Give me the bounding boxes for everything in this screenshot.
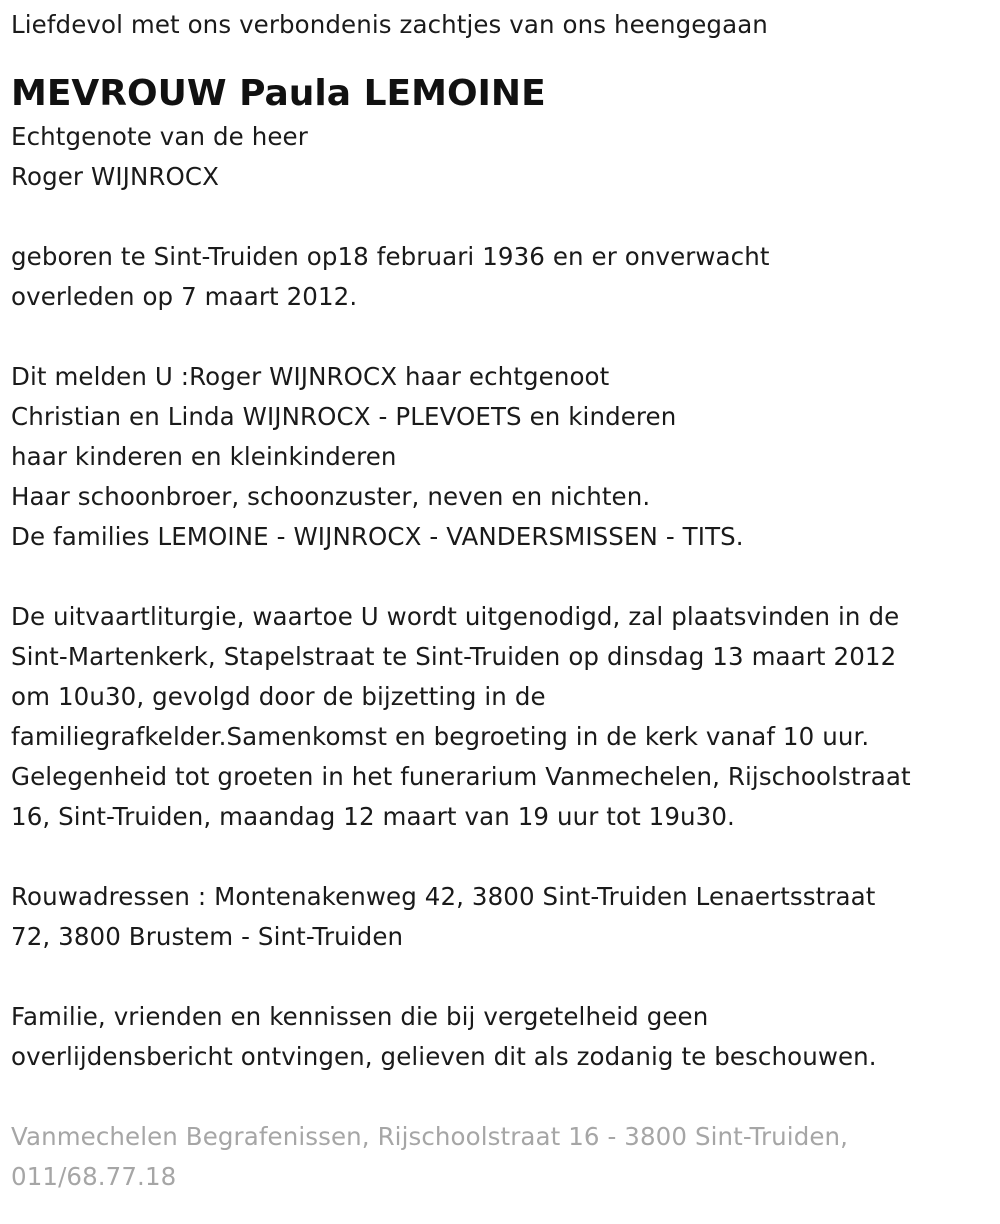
spacer [11, 837, 1000, 877]
funeral-line: familiegrafkelder.Samenkomst en begroeting in de kerk vanaf 10 uur. [11, 722, 870, 751]
notice-line: overlijdensbericht ontvingen, gelieven dit als zodanig te beschouwen. [11, 1042, 877, 1071]
spacer [11, 1077, 1000, 1117]
spacer [11, 957, 1000, 997]
address-line: 72, 3800 Brustem - Sint-Truiden [11, 922, 404, 951]
birth-death-line: geboren te Sint-Truiden op18 februari 1936 en er onverwacht [11, 242, 770, 271]
family-line: Haar schoonbroer, schoonzuster, neven en nichten. [11, 482, 651, 511]
family-line: Dit melden U :Roger WIJNROCX haar echtgenoot [11, 362, 610, 391]
footer-line: Vanmechelen Begrafenissen, Rijschoolstraat 16 - 3800 Sint-Truiden, [11, 1122, 849, 1151]
funeral-line: 16, Sint-Truiden, maandag 12 maart van 19 uur tot 19u30. [11, 802, 735, 831]
deceased-name: MEVROUW Paula LEMOINE [11, 73, 546, 114]
intro-line: Liefdevol met ons verbondenis zachtjes van ons heengegaan [11, 10, 768, 39]
funeral-block [11, 597, 1000, 837]
spouse-block [11, 117, 1000, 197]
funeral-line: Sint-Martenkerk, Stapelstraat te Sint-Truiden op dinsdag 13 maart 2012 [11, 642, 897, 671]
family-block [11, 357, 1000, 557]
spouse-line: Roger WIJNROCX [11, 162, 219, 191]
birth-death-block [11, 237, 1000, 317]
funeral-line: om 10u30, gevolgd door de bijzetting in de [11, 682, 546, 711]
spacer [11, 317, 1000, 357]
spouse-line: Echtgenote van de heer [11, 122, 308, 151]
birth-death-line: overleden op 7 maart 2012. [11, 282, 358, 311]
spacer [11, 197, 1000, 237]
spacer [11, 557, 1000, 597]
family-line: haar kinderen en kleinkinderen [11, 442, 397, 471]
notice-block [11, 997, 1000, 1077]
address-line: Rouwadressen : Montenakenweg 42, 3800 Sint-Truiden Lenaertsstraat [11, 882, 876, 911]
addresses-block [11, 877, 1000, 957]
notice-line: Familie, vrienden en kennissen die bij vergetelheid geen [11, 1002, 709, 1031]
family-line: Christian en Linda WIJNROCX - PLEVOETS en kinderen [11, 402, 677, 431]
funeral-line: Gelegenheid tot groeten in het funerarium Vanmechelen, Rijschoolstraat [11, 762, 911, 791]
funeral-line: De uitvaartliturgie, waartoe U wordt uitgenodigd, zal plaatsvinden in de [11, 602, 900, 631]
funeral-home-footer [11, 1117, 1000, 1197]
family-line: De families LEMOINE - WIJNROCX - VANDERSMISSEN - TITS. [11, 522, 744, 551]
footer-line: 011/68.77.18 [11, 1162, 177, 1191]
